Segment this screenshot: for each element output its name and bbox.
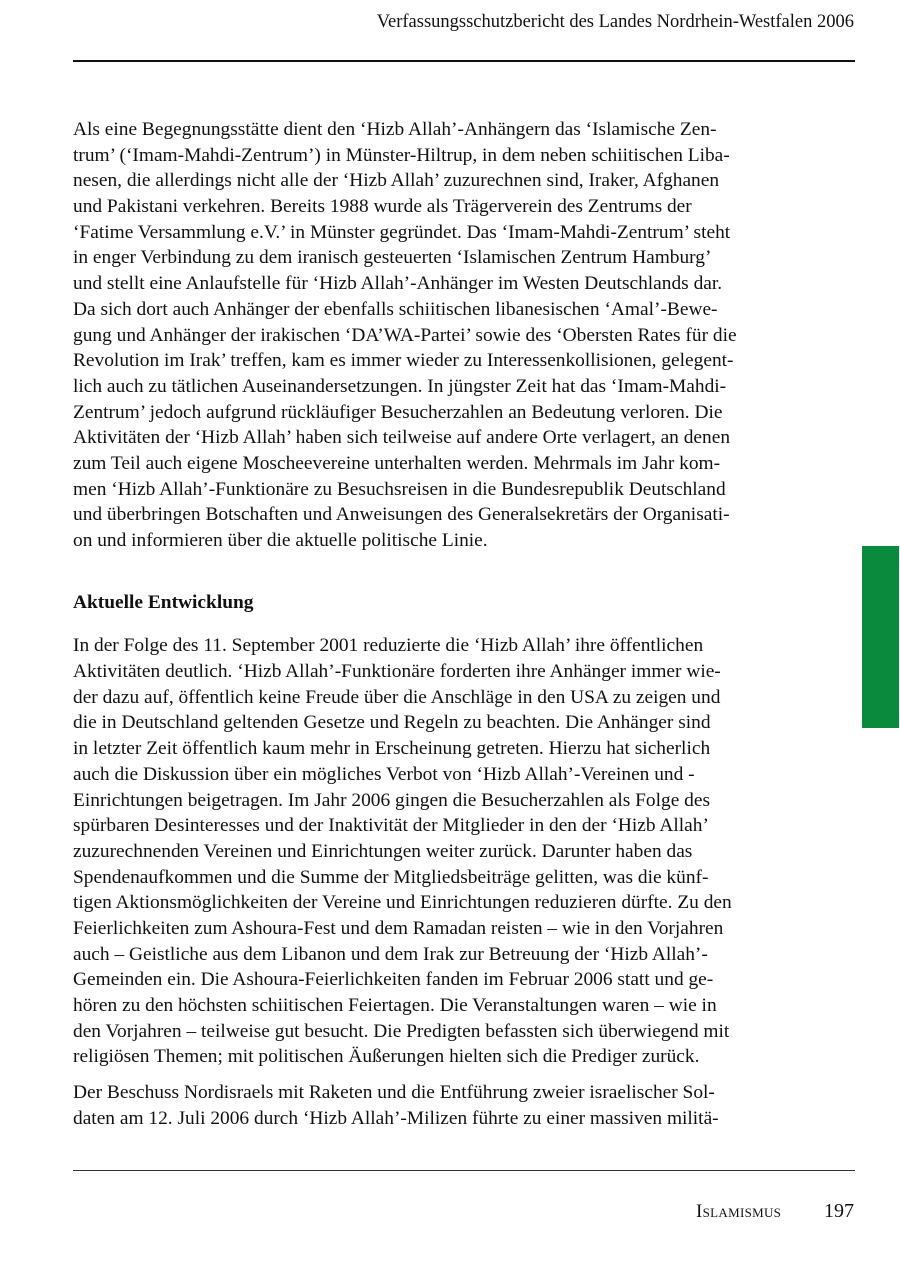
footer-rule [73, 1170, 855, 1171]
text-line: und stellt eine Anlaufstelle für ‘Hizb Allah’-Anhänger im Westen Deutschlands dar. [73, 273, 723, 295]
text-line: auch die Diskussion über ein mögliches Verbot von ‘Hizb Allah’-Vereinen und - [73, 763, 695, 785]
page-body [73, 117, 813, 1131]
text-line: in letzter Zeit öffentlich kaum mehr in Erscheinung getreten. Hierzu hat sicherlich [73, 738, 711, 760]
text-line: Zentrum’ jedoch aufgrund rückläufiger Besucherzahlen an Bedeutung verloren. Die [73, 401, 723, 423]
text-line: den Vorjahren – teilweise gut besucht. Die Predigten befassten sich überwiegend mit [73, 1020, 730, 1042]
text-line: Als eine Begegnungsstätte dient den ‘Hizb Allah’-Anhängern das ‘Islamische Zen- [73, 119, 717, 140]
text-line: Revolution im Irak’ treffen, kam es immer wieder zu Interessenkollisionen, gelegent- [73, 350, 734, 372]
text-line: Da sich dort auch Anhänger der ebenfalls schiitischen libanesischen ‘Amal’-Bewe- [73, 298, 718, 320]
text-line: die in Deutschland geltenden Gesetze und Regeln zu beachten. Die Anhänger sind [73, 712, 711, 734]
text-line: on und informieren über die aktuelle politische Linie. [73, 530, 488, 551]
text-line: religiösen Themen; mit politischen Äußerungen hielten sich die Prediger zurück. [73, 1046, 700, 1068]
text-line: lich auch zu tätlichen Auseinandersetzungen. In jüngster Zeit hat das ‘Imam-Mahdi- [73, 375, 727, 397]
text-line: der dazu auf, öffentlich keine Freude über die Anschläge in den USA zu zeigen und [73, 686, 721, 708]
header-rule [73, 60, 855, 62]
text-line: men ‘Hizb Allah’-Funktionäre zu Besuchsreisen in die Bundesrepublik Deutschland [73, 478, 726, 500]
text-line: tigen Aktionsmöglichkeiten der Vereine und Einrichtungen reduzieren dürfte. Zu den [73, 892, 732, 914]
text-line: Der Beschuss Nordisraels mit Raketen und die Entführung zweier israelischer Sol- [73, 1082, 715, 1104]
section-heading: Aktuelle Entwicklung [73, 591, 254, 613]
text-line: und Pakistani verkehren. Bereits 1988 wurde als Trägerverein des Zentrums der [73, 196, 692, 218]
text-line: Spendenaufkommen und die Summe der Mitgliedsbeiträge gelitten, was die künf- [73, 866, 709, 888]
footer-section-label: Islamismus [696, 1201, 782, 1222]
text-line: zum Teil auch eigene Moscheevereine unterhalten werden. Mehrmals im Jahr kom- [73, 452, 721, 474]
text-line: nesen, die allerdings nicht alle der ‘Hizb Allah’ zuzurechnen sind, Iraker, Afghanen [73, 170, 720, 192]
page-number: 197 [824, 1200, 854, 1222]
paragraph-3 [73, 1080, 813, 1131]
paragraph-2 [73, 633, 813, 1070]
running-header: Verfassungsschutzbericht des Landes Nordrhein-Westfalen 2006 [376, 12, 854, 32]
text-line: und überbringen Botschaften und Anweisungen des Generalsekretärs der Organisati- [73, 504, 730, 526]
text-line: ‘Fatime Versammlung e.V.’ in Münster gegründet. Das ‘Imam-Mahdi-Zentrum’ steht [73, 221, 731, 243]
text-line: daten am 12. Juli 2006 durch ‘Hizb Allah’-Milizen führte zu einer massiven militä- [73, 1107, 719, 1129]
text-line: gung und Anhänger der irakischen ‘DA’WA-Partei’ sowie des ‘Obersten Rates für die [73, 324, 737, 346]
text-line: auch – Geistliche aus dem Libanon und dem Irak zur Betreuung der ‘Hizb Allah’- [73, 943, 708, 965]
text-line: zuzurechnenden Vereinen und Einrichtungen weiter zurück. Darunter haben das [73, 840, 693, 862]
text-line: In der Folge des 11. September 2001 reduzierte die ‘Hizb Allah’ ihre öffentlichen [73, 635, 704, 657]
text-line: Feierlichkeiten zum Ashoura-Fest und dem Ramadan reisten – wie in den Vorjahren [73, 917, 724, 939]
text-line: trum’ (‘Imam-Mahdi-Zentrum’) in Münster-Hiltrup, in dem neben schiitischen Liba- [73, 144, 730, 166]
text-line: spürbaren Desinteresses und der Inaktivität der Mitglieder in den der ‘Hizb Allah’ [73, 815, 709, 837]
chapter-tab-marker [862, 546, 899, 728]
text-line: in enger Verbindung zu dem iranisch gesteuerten ‘Islamischen Zentrum Hamburg’ [73, 247, 712, 269]
text-line: Aktivitäten deutlich. ‘Hizb Allah’-Funktionäre forderten ihre Anhänger immer wie- [73, 661, 721, 683]
text-line: Gemeinden ein. Die Ashoura-Feierlichkeiten fanden im Februar 2006 statt und ge- [73, 969, 714, 991]
text-line: hören zu den höchsten schiitischen Feiertagen. Die Veranstaltungen waren – wie in [73, 995, 717, 1017]
text-line: Einrichtungen beigetragen. Im Jahr 2006 gingen die Besucherzahlen als Folge des [73, 789, 711, 811]
text-line: Aktivitäten der ‘Hizb Allah’ haben sich teilweise auf andere Orte verlagert, an denen [73, 427, 731, 449]
paragraph-1 [73, 117, 813, 554]
